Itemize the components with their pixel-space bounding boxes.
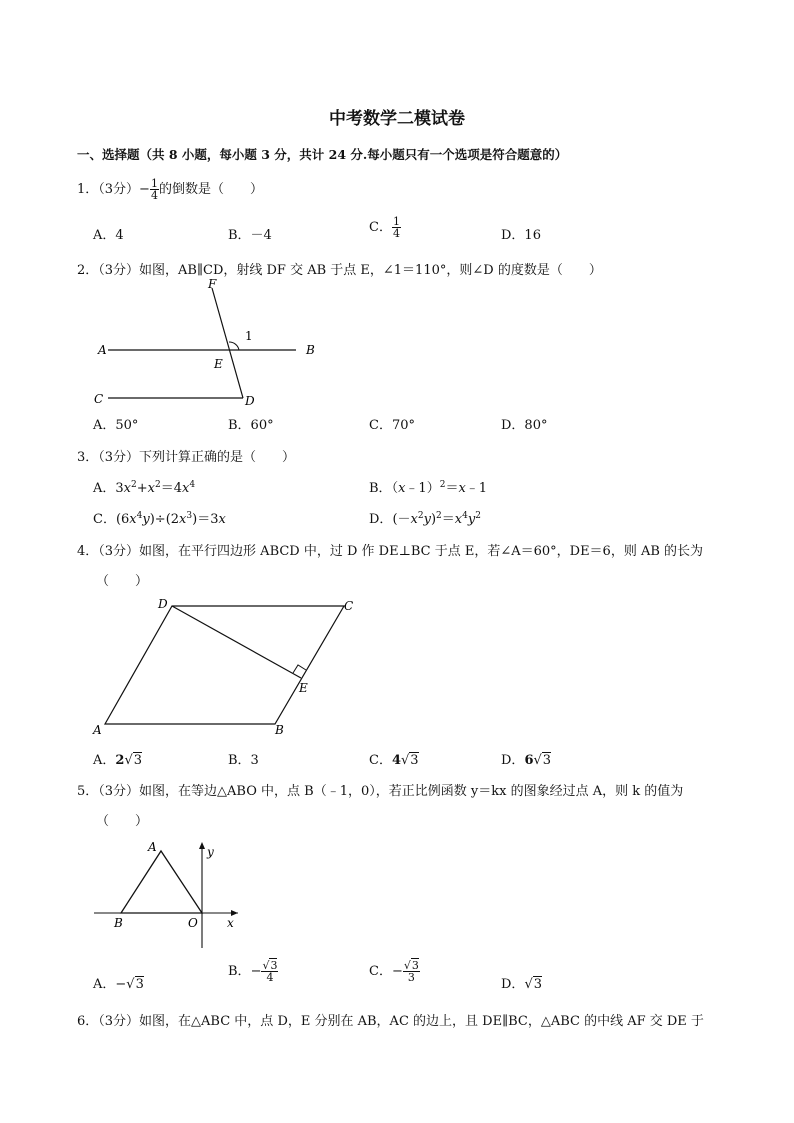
q4-number: 4．（3分） (77, 544, 140, 559)
parallelogram-abcd (105, 606, 344, 724)
q4-a-coef: 2 (115, 753, 125, 768)
label-o: O (188, 916, 198, 930)
q1-fraction (150, 178, 159, 201)
q4-c-radicand: 3 (410, 753, 419, 768)
q3-b-label: B． (369, 481, 392, 496)
label-b: B (114, 916, 123, 930)
q6-text: 如图，在△ABC 中，点 D，E 分别在 AB，AC 的边上，且 DE∥BC，△ABC 的中线 AF 交 DE 于 (139, 1014, 704, 1029)
label-a: A (148, 840, 157, 854)
q5-c-label: C． (369, 964, 392, 979)
label-c: C (344, 599, 354, 613)
angle-1-arc (229, 342, 239, 350)
q3-d-label: D． (369, 512, 393, 527)
question-4 (77, 540, 703, 559)
q5-b-radicand: 3 (270, 959, 278, 972)
q1-c-fraction (392, 216, 401, 239)
q4-option-b: B．3 (228, 753, 259, 768)
q5-b-fraction (261, 960, 278, 983)
q4-paren: （ ） (96, 574, 149, 589)
label-x: x (227, 916, 234, 930)
q4-option-a: A．2√3 (93, 753, 143, 768)
q4-figure (88, 594, 368, 740)
q6-number: 6．（3分） (77, 1014, 140, 1029)
q1-frac-den: 4 (150, 189, 158, 202)
question-2 (77, 259, 602, 278)
label-b: B (275, 723, 284, 737)
q4-c-coef: 4 (391, 753, 401, 768)
q5-c-fraction (403, 960, 420, 983)
q2-option-b: B．60° (228, 418, 274, 433)
ray-df (212, 288, 243, 398)
q5-paren: （ ） (96, 814, 149, 829)
q1-option-c (369, 216, 401, 239)
q2-text: 如图，AB∥CD，射线 DF 交 AB 于点 E，∠1＝110°，则∠D 的度数是（ ） (139, 263, 602, 278)
q5-a-sign: − (115, 977, 127, 992)
q4-d-radicand: 3 (542, 753, 552, 768)
label-d: D (245, 394, 255, 408)
label-angle-1: 1 (245, 329, 253, 343)
q4-text: 如图，在平行四边形 ABCD 中，过 D 作 DE⊥BC 于点 E，若∠A＝60°，DE＝6，则 AB 的长为 (139, 544, 704, 559)
q1-option-b: B．－4 (228, 228, 272, 243)
page-title: 中考数学二模试卷 (329, 109, 465, 129)
label-e: E (214, 357, 223, 371)
q5-b-label: B． (228, 964, 251, 979)
q3-option-a: A．$3x^2+x^2=4x^4$ (93, 480, 196, 496)
q5-figure (88, 836, 248, 952)
q5-b-sign: − (250, 964, 262, 979)
q5-a-radicand: 3 (135, 977, 144, 992)
label-b: B (306, 343, 315, 357)
q3-number: 3．（3分） (77, 450, 140, 465)
label-e: E (299, 681, 308, 695)
q1-frac-num: 1 (150, 177, 158, 190)
q2-option-c: C．70° (369, 418, 415, 433)
q5-text: 如图，在等边△ABO 中，点 B（﹣1，0），若正比例函数 y＝kx 的图象经过点 A，则 k 的值为 (139, 784, 684, 799)
segment-de (172, 606, 301, 678)
q4-a-label: A． (93, 753, 116, 768)
y-axis-arrow (199, 842, 205, 849)
q5-b-num: √3 (262, 959, 278, 972)
q5-c-num: √3 (403, 959, 419, 972)
q3-a-label: A． (93, 481, 116, 496)
question-3 (77, 446, 295, 465)
q1-c-den: 4 (392, 227, 400, 240)
q2-figure (88, 278, 328, 412)
q5-a-label: A． (93, 977, 116, 992)
q5-option-a: A．−√3 (93, 977, 144, 992)
q3-option-c: C．$(6x^4y)\div(2x^3)=3x$ (93, 511, 226, 527)
triangle-abo (121, 851, 202, 913)
q5-c-den: 3 (407, 971, 415, 984)
q1-option-a: A．4 (93, 228, 124, 243)
label-d: D (158, 597, 168, 611)
q2-number: 2．（3分） (77, 263, 140, 278)
q2-option-a: A．50° (93, 418, 139, 433)
label-y: y (207, 845, 214, 859)
q5-d-radicand: 3 (533, 977, 543, 992)
question-5 (77, 780, 683, 799)
label-c: C (94, 392, 104, 406)
q5-d-label: D． (501, 977, 525, 992)
q1-number: 1．（3分） (77, 182, 140, 197)
q4-c-label: C． (369, 753, 392, 768)
q1-c-num: 1 (392, 215, 400, 228)
q5-c-radicand: 3 (411, 959, 419, 972)
q3-option-d: D．$(-x^2y)^2=x^4y^2$ (369, 511, 481, 527)
label-a: A (93, 723, 102, 737)
q2-option-d: D．80° (501, 418, 548, 433)
question-1 (77, 178, 263, 201)
section-heading: 一、选择题（共 8 小题，每小题 3 分，共计 24 分.每小题只有一个选项是符合题意的） (77, 147, 568, 162)
q5-option-b (228, 960, 278, 983)
q1-sign: − (139, 182, 150, 197)
q4-option-c: C．4√3 (369, 753, 419, 768)
q5-c-sign: − (391, 964, 403, 979)
q5-option-d: D．√3 (501, 977, 543, 992)
label-a: A (98, 343, 107, 357)
q1-text: 的倒数是（ ） (158, 182, 263, 197)
right-angle-mark (293, 665, 306, 673)
q4-a-radicand: 3 (133, 753, 143, 768)
q5-number: 5．（3分） (77, 784, 140, 799)
q1-option-d: D．16 (501, 228, 541, 243)
label-f: F (208, 278, 217, 291)
q4-d-label: D． (501, 753, 525, 768)
q3-c-label: C． (93, 512, 116, 527)
q3-option-b: B．（x﹣1）$^2$＝x﹣1 (369, 480, 488, 496)
q3-text: 下列计算正确的是（ ） (139, 450, 296, 465)
q5-b-den: 4 (266, 971, 274, 984)
q5-option-c (369, 960, 420, 983)
q1-c-label: C． (369, 220, 392, 235)
q4-option-d: D．6√3 (501, 753, 552, 768)
question-6 (77, 1010, 704, 1029)
q4-d-coef: 6 (524, 753, 534, 768)
